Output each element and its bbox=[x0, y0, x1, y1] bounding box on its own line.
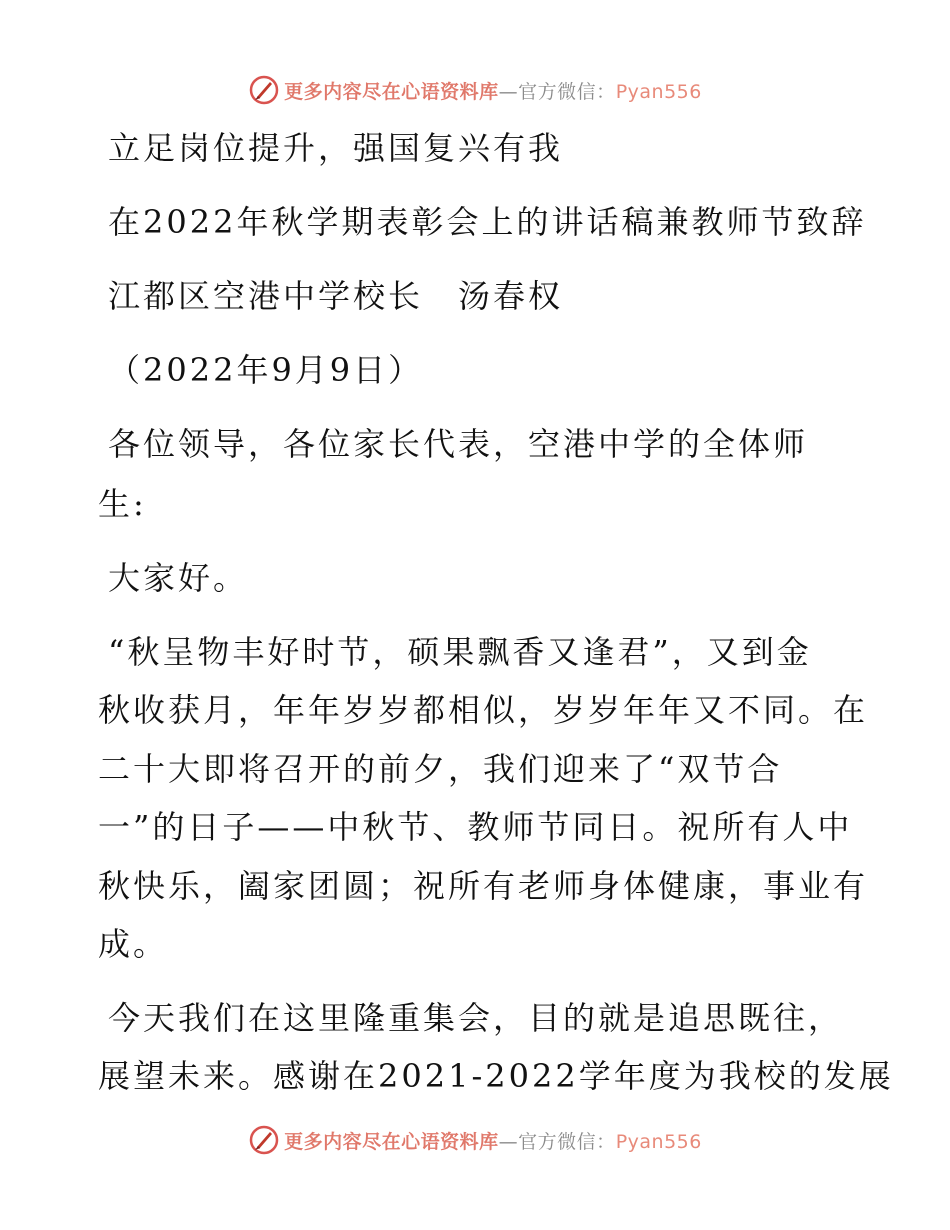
hello-line: 大家好。 bbox=[108, 559, 249, 597]
document-subtitle: 在2022年秋学期表彰会上的讲话稿兼教师节致辞 bbox=[108, 203, 867, 241]
watermark-site-text: 更多内容尽在心语资料库 bbox=[284, 1130, 499, 1153]
watermark-dash: — bbox=[498, 1130, 519, 1153]
footer-watermark bbox=[0, 1120, 950, 1160]
watermark-dash: — bbox=[498, 80, 519, 103]
quill-logo-icon bbox=[248, 1124, 280, 1156]
header-watermark bbox=[0, 70, 950, 110]
watermark-site-text: 更多内容尽在心语资料库 bbox=[284, 80, 499, 103]
watermark-id: Pyan556 bbox=[615, 80, 702, 103]
paragraph-1-line: “秋呈物丰好时节，硕果飘香又逢君”，又到金 bbox=[108, 633, 812, 671]
paragraph-1-line: 秋收获月，年年岁岁都相似，岁岁年年又不同。在 bbox=[98, 691, 869, 729]
quill-logo-icon bbox=[248, 74, 280, 106]
paragraph-1-line: 秋快乐，阖家团圆；祝所有老师身体健康，事业有 bbox=[98, 867, 869, 905]
document-author: 江都区空港中学校长 汤春权 bbox=[108, 277, 564, 315]
paragraph-2-line: 今天我们在这里隆重集会，目的就是追思既往， bbox=[108, 999, 844, 1037]
document-title: 立足岗位提升，强国复兴有我 bbox=[108, 129, 564, 167]
greeting-line-1: 各位领导，各位家长代表，空港中学的全体师 bbox=[108, 425, 809, 463]
paragraph-2-line: 展望未来。感谢在2021-2022学年度为我校的发展 bbox=[98, 1057, 894, 1095]
watermark-id: Pyan556 bbox=[615, 1130, 702, 1153]
document-date: （2022年9月9日） bbox=[108, 351, 424, 389]
greeting-line-2: 生: bbox=[98, 485, 147, 523]
paragraph-1-line: 成。 bbox=[98, 925, 169, 963]
paragraph-1-line: 二十大即将召开的前夕，我们迎来了“双节合 bbox=[98, 750, 783, 788]
watermark-label: 官方微信： bbox=[518, 80, 616, 103]
watermark-label: 官方微信： bbox=[518, 1130, 616, 1153]
paragraph-1-line: 一”的日子——中秋节、教师节同日。祝所有人中 bbox=[98, 808, 853, 846]
